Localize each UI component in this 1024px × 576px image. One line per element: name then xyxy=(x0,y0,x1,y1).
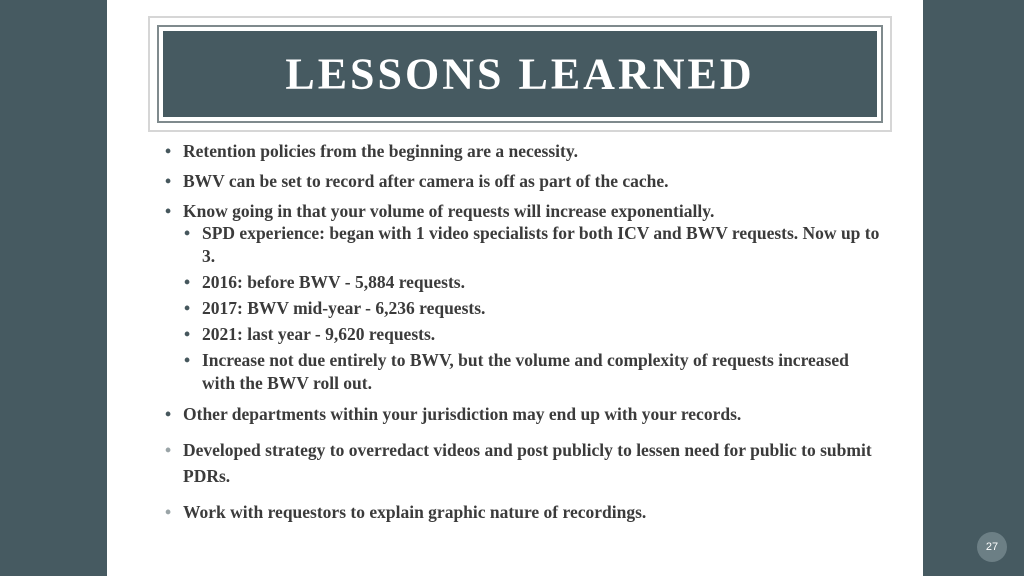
bullet-icon: • xyxy=(184,272,191,292)
slide xyxy=(107,0,923,576)
title-box xyxy=(161,29,879,119)
bullet-text: Retention policies from the beginning are a necessity. xyxy=(183,141,579,161)
bullet-icon: • xyxy=(165,440,172,460)
bullet-item xyxy=(165,403,885,425)
bullet-item xyxy=(165,200,885,222)
sub-bullet-text: SPD experience: began with 1 video specialists for both ICV and BWV requests. Now up to 3. xyxy=(202,223,880,266)
sub-bullet-item xyxy=(184,271,885,294)
bullet-icon: • xyxy=(165,171,172,191)
bullet-icon: • xyxy=(184,298,191,318)
bullet-icon: • xyxy=(184,350,191,370)
slide-title: LESSONS LEARNED xyxy=(285,49,755,99)
bullet-text: Other departments within your jurisdiction may end up with your records. xyxy=(183,404,742,424)
sub-bullet-item xyxy=(184,297,885,320)
bullet-icon: • xyxy=(165,502,172,522)
bullet-icon: • xyxy=(184,223,191,243)
bullet-item xyxy=(165,170,885,192)
bullet-item xyxy=(165,437,885,489)
sub-bullet-text: Increase not due entirely to BWV, but the volume and complexity of requests increased with the BWV roll out. xyxy=(202,350,849,393)
sub-bullet-item xyxy=(184,323,885,346)
page-number-badge: 27 xyxy=(977,532,1007,562)
bullet-item xyxy=(165,501,885,523)
bullet-text: Know going in that your volume of requests will increase exponentially. xyxy=(183,201,715,221)
bullet-icon: • xyxy=(165,141,172,161)
sub-bullet-item xyxy=(184,222,885,268)
sub-bullet-text: 2021: last year - 9,620 requests. xyxy=(202,324,436,344)
bullet-list xyxy=(165,140,885,531)
title-frame xyxy=(148,16,892,132)
bullet-item xyxy=(165,140,885,162)
bullet-icon: • xyxy=(184,324,191,344)
sub-bullet-text: 2016: before BWV - 5,884 requests. xyxy=(202,272,465,292)
sub-bullet-list xyxy=(165,222,885,395)
bullet-text: BWV can be set to record after camera is off as part of the cache. xyxy=(183,171,669,191)
bullet-icon: • xyxy=(165,404,172,424)
bullet-icon: • xyxy=(165,201,172,221)
bullet-text: Work with requestors to explain graphic nature of recordings. xyxy=(183,502,647,522)
bullet-text: Developed strategy to overredact videos and post publicly to lessen need for public to submit PDRs. xyxy=(183,440,872,486)
sub-bullet-text: 2017: BWV mid-year - 6,236 requests. xyxy=(202,298,486,318)
sub-bullet-item xyxy=(184,349,885,395)
